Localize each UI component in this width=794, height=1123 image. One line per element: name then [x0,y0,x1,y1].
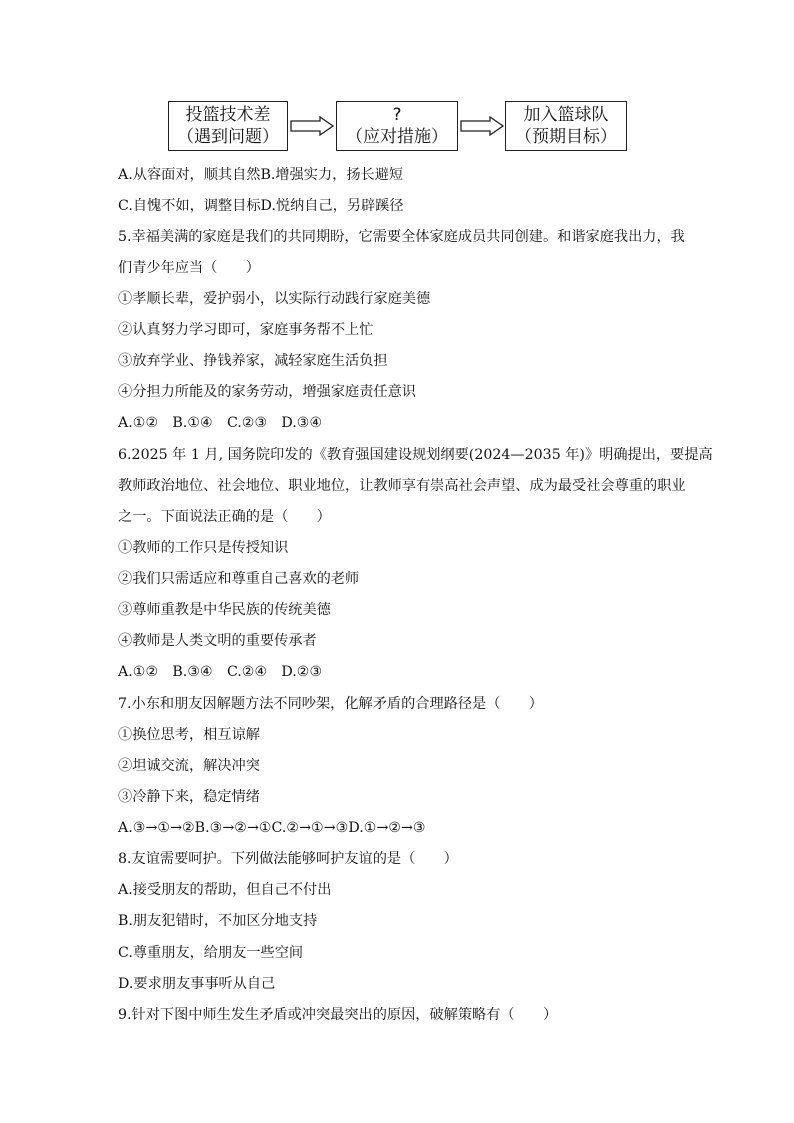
q8-option-b: B.朋友犯错时，不加区分地支持 [118,913,318,929]
q5-stem-line1: 5.幸福美满的家庭是我们的共同期盼，它需要全体家庭成员共同创建。和谐家庭我出力，我 [118,229,685,245]
q6-statement-2: ②我们只需适应和尊重自己喜欢的老师 [118,571,360,587]
q6-stem-line3: 之一。下面说法正确的是（ ） [118,509,331,525]
flow-box-goal [505,101,627,151]
q4-options-ab: A.从容面对，顺其自然B.增强实力，扬长避短 [118,167,404,183]
q8-option-d: D.要求朋友事事听从自己 [118,976,276,992]
flow-box-goal-line1: 加入篮球队 [523,105,609,125]
flow-box-measure-line1: ? [392,105,402,125]
flow-box-measure-line2: （应对措施） [346,127,448,147]
q7-options: A.③→①→②B.③→②→①C.②→①→③D.①→②→③ [118,820,426,836]
flow-box-problem [168,101,288,151]
q6-statement-4: ④教师是人类文明的重要传承者 [118,633,317,649]
q8-stem: 8.友谊需要呵护。下列做法能够呵护友谊的是（ ） [118,851,458,867]
q6-options: A.①② B.③④ C.②④ D.②③ [118,664,323,680]
q6-stem-line1: 6.2025 年 1 月, 国务院印发的《教育强国建设规划纲要(2024—2035 年)》明确提出，要提高 [118,447,713,463]
q7-statement-1: ①换位思考，相互谅解 [118,727,260,743]
q5-stem-line2: 们青少年应当（ ） [118,260,260,276]
flow-box-goal-line2: （预期目标） [515,127,617,147]
q5-statement-2: ②认真努力学习即可，家庭事务帮不上忙 [118,322,374,338]
q8-option-c: C.尊重朋友，给朋友一些空间 [118,945,304,961]
q9-stem: 9.针对下图中师生发生矛盾或冲突最突出的原因，破解策略有（ ） [118,1007,558,1023]
flow-box-problem-line2: （遇到问题） [177,127,279,147]
q7-stem: 7.小东和朋友因解题方法不同吵架，化解矛盾的合理路径是（ ） [118,696,543,712]
q5-statement-1: ①孝顺长辈，爱护弱小，以实际行动践行家庭美德 [118,291,431,307]
q5-options: A.①② B.①④ C.②③ D.③④ [118,415,323,431]
q6-stem-line2: 教师政治地位、社会地位、职业地位，让教师享有崇高社会声望、成为最受社会尊重的职业 [118,478,686,494]
q8-option-a: A.接受朋友的帮助，但自己不付出 [118,882,332,898]
flow-box-measure [336,101,458,151]
q5-statement-3: ③放弃学业、挣钱养家，减轻家庭生活负担 [118,353,388,369]
q6-statement-3: ③尊师重教是中华民族的传统美德 [118,602,331,618]
q7-statement-2: ②坦诚交流，解决冲突 [118,758,260,774]
flow-box-problem-line1: 投篮技术差 [185,105,271,125]
q4-options-cd: C.自愧不如，调整目标D.悦纳自己，另辟蹊径 [118,198,404,214]
flow-arrow-2 [460,116,504,136]
q7-statement-3: ③冷静下来，稳定情绪 [118,789,260,805]
flow-arrow-1 [290,116,334,136]
q6-statement-1: ①教师的工作只是传授知识 [118,540,289,556]
q5-statement-4: ④分担力所能及的家务劳动，增强家庭责任意识 [118,384,416,400]
